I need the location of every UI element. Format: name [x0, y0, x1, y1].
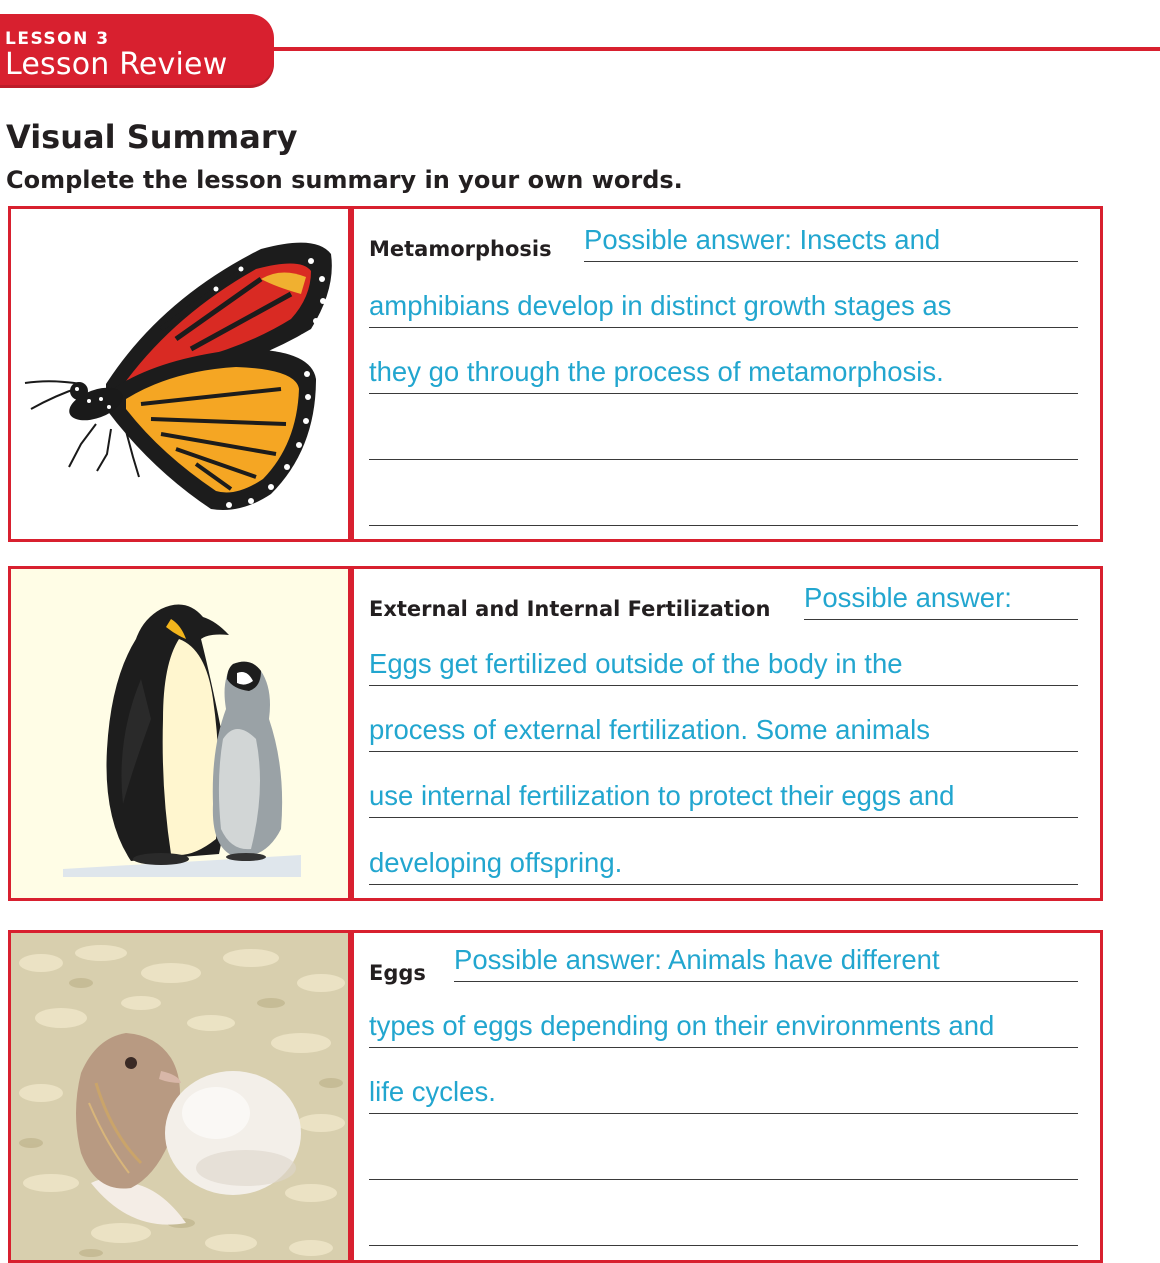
eggs-summary-box	[351, 930, 1103, 1263]
panel-heading: External and Internal Fertilization	[369, 597, 771, 621]
section-instructions: Complete the lesson summary in your own words.	[6, 166, 683, 194]
panel-heading: Eggs	[369, 961, 426, 985]
answer-line[interactable]: process of external fertilization. Some animals	[369, 711, 1078, 752]
answer-line[interactable]: Eggs get fertilized outside of the body in the	[369, 645, 1078, 686]
answer-line[interactable]: Possible answer: Animals have different	[454, 941, 1078, 982]
lesson-tab	[0, 14, 274, 88]
hatching-chick-image-panel	[8, 930, 351, 1263]
answer-line[interactable]: developing offspring.	[369, 844, 1078, 885]
lesson-title: Lesson Review	[5, 47, 228, 82]
panel-heading: Metamorphosis	[369, 237, 552, 261]
answer-line[interactable]	[369, 485, 1078, 526]
answer-line[interactable]	[369, 1139, 1078, 1180]
butterfly-image-panel	[8, 206, 351, 542]
section-title: Visual Summary	[6, 118, 298, 156]
penguins-image-panel	[8, 566, 351, 901]
header-rule	[260, 47, 1160, 51]
metamorphosis-summary-box	[351, 206, 1103, 542]
answer-line[interactable]: types of eggs depending on their environments and	[369, 1007, 1078, 1048]
answer-line[interactable]: Possible answer:	[804, 579, 1078, 620]
answer-line[interactable]: use internal fertilization to protect their eggs and	[369, 777, 1078, 818]
hatching-chick-image	[11, 933, 348, 1263]
answer-line[interactable]	[369, 1205, 1078, 1246]
penguins-image	[11, 569, 348, 898]
answer-line[interactable]: amphibians develop in distinct growth stages as	[369, 287, 1078, 328]
lesson-number: LESSON 3	[5, 29, 110, 49]
fertilization-summary-box	[351, 566, 1103, 901]
answer-line[interactable]	[369, 419, 1078, 460]
answer-line[interactable]: Possible answer: Insects and	[584, 221, 1078, 262]
answer-line[interactable]: they go through the process of metamorphosis.	[369, 353, 1078, 394]
butterfly-image	[11, 209, 348, 539]
answer-line[interactable]: life cycles.	[369, 1073, 1078, 1114]
